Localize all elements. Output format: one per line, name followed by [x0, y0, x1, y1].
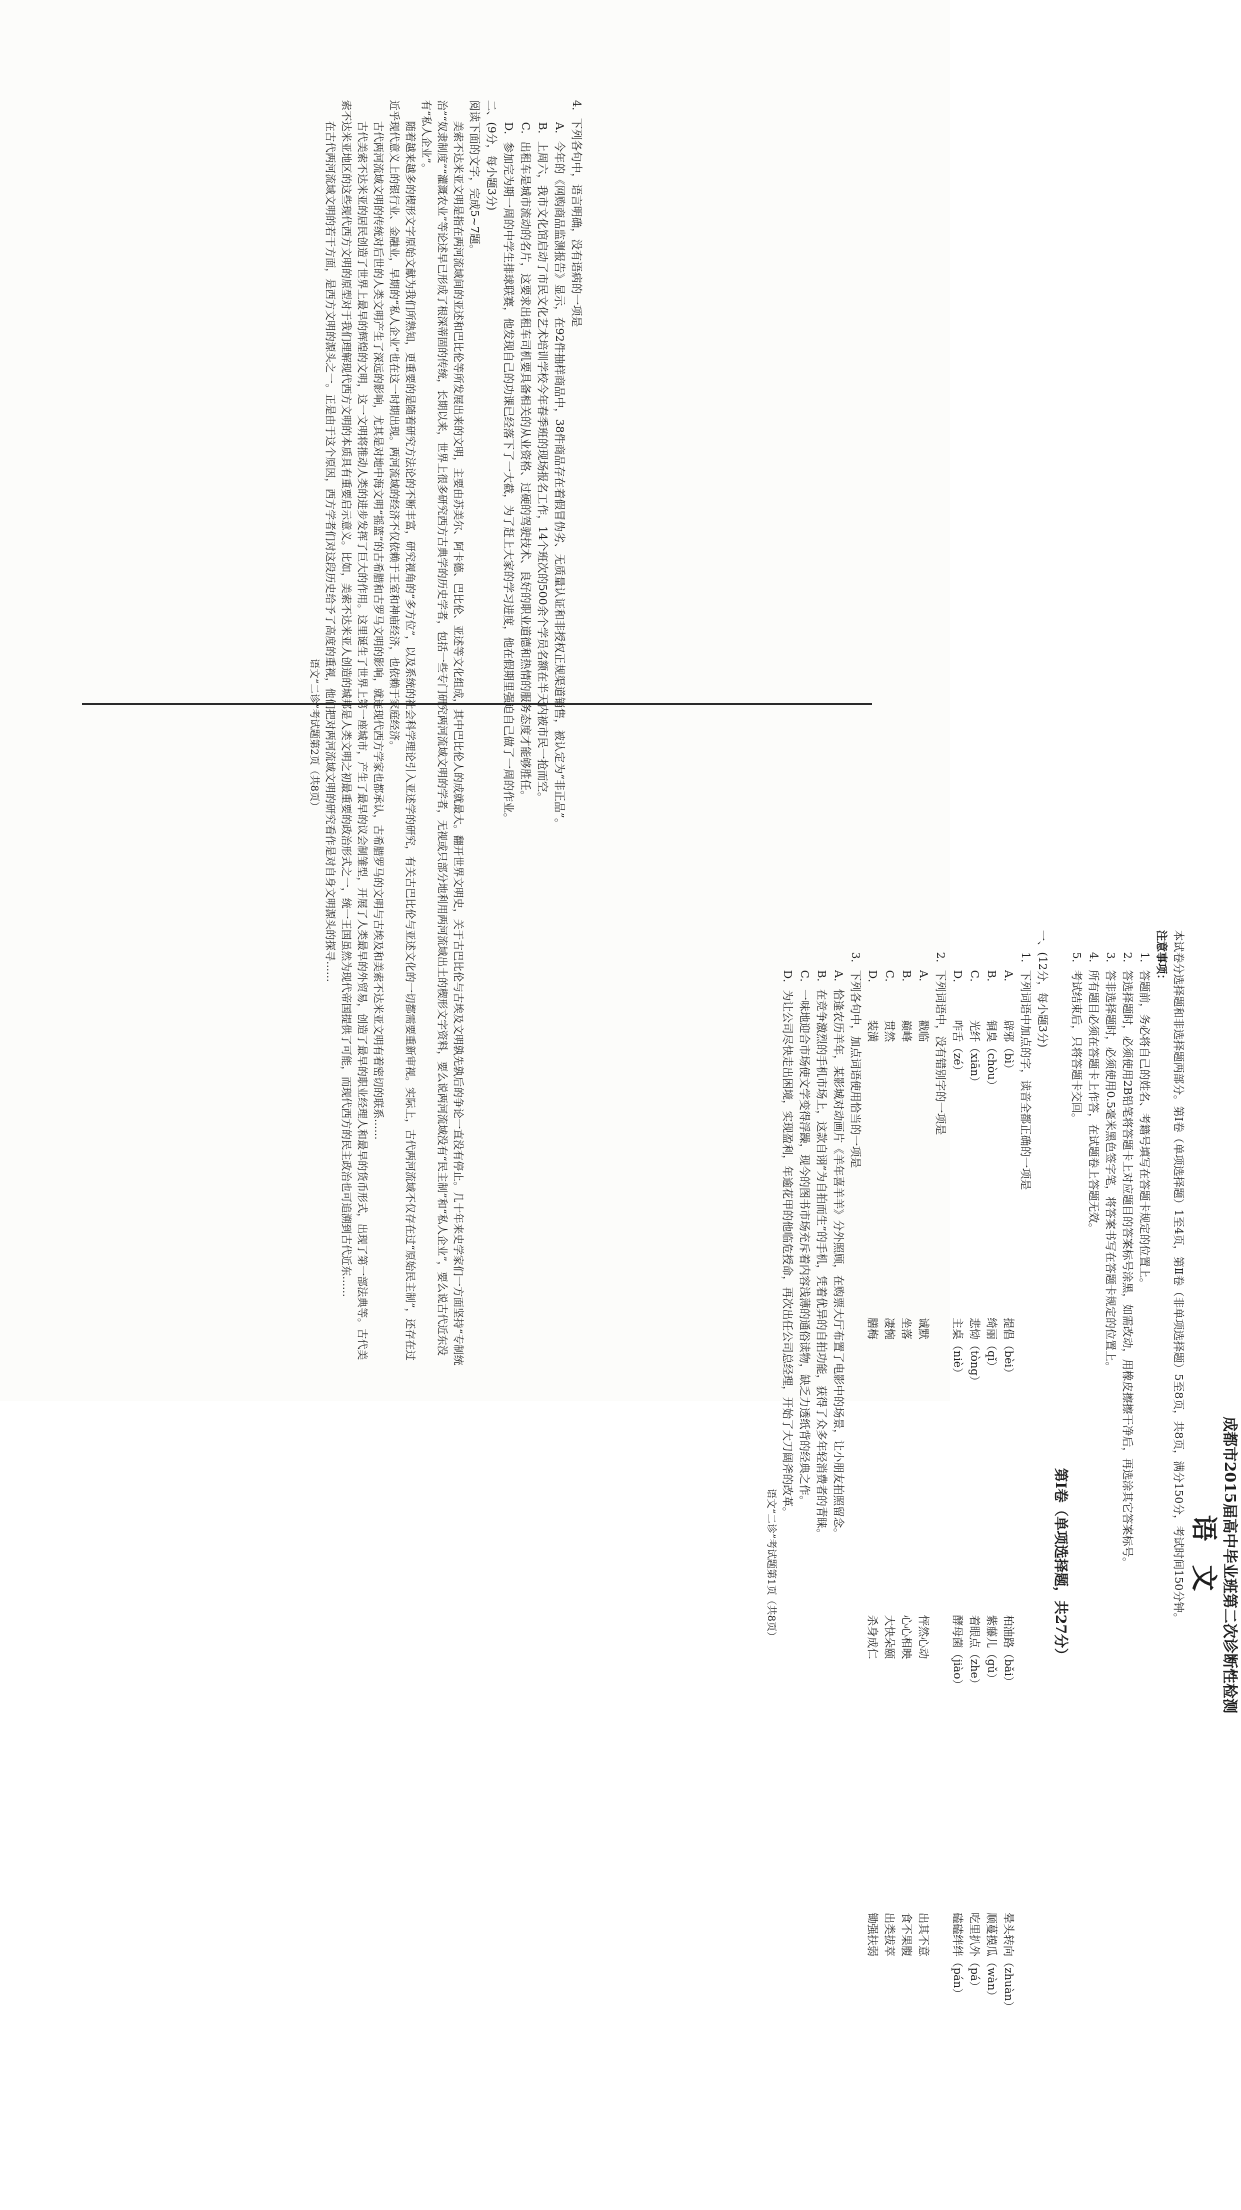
option-row [881, 970, 898, 2200]
option-letter: A． [1002, 970, 1015, 989]
option-word: 主桌（niè） [951, 1317, 964, 1379]
option-row [949, 970, 966, 2200]
question-4: 4．下列各句中，语言明确，没有语病的一项是 [570, 100, 583, 327]
question-3-option: D．为让公司尽快走出困境，实现盈利，年逾花甲的他临危授命，再次出任公司总经理，开始了大刀阔斧的改革。 [781, 970, 794, 1518]
question-3-option: C．一味地迎合市场使文学变得浮躁，现今的图书市场充斥着内容浅薄的通俗读物，缺乏力透纸背的经典之作。 [798, 970, 811, 1507]
option-word: 酵母菌（jiào） [951, 1615, 964, 1691]
option-row [1000, 970, 1017, 2200]
option-letter: C． [968, 970, 981, 990]
option-word: 柏油路（bǎi） [1002, 1615, 1015, 1688]
question-4-option: A．今年的《网购商品监测报告》显示，在92件抽样商品中，38件商品存在着假冒伪劣、无质量认证和非授权正规渠道销售，被认定为“非正品”。 [553, 122, 566, 830]
option-letter: B． [900, 970, 913, 990]
passage-paragraph: 古代美索不达米亚的居民创造了世界上最早的辉煌的文明，这一文明将推动人类的进步发挥了巨大的作用。这里诞生了世界上第一座城市，产生了最早的议会制雏型，开展了人类最早的外贸易，创造了最早的职业经理人和最早的货币形式，出现了第一部法典等。古代美索不达米亚地区的这些现代西方文明的原型对于我们理解现代西方文明的本质具有重要启示意义。比如，美索不达米亚人创造的城邦是人类文明之初最重要的政治形式之一，统一王国虽然为现代帝国提供了可能，而现代西方的民主政治也可追溯到古代近东…… [340, 100, 368, 1360]
option-word: 铜臭（chòu） [985, 1020, 998, 1091]
question-4-option: D．参加完为期一周的中学生排球联赛，他发现自己的功课已经落下了一大截，为了赶上大家的学习进度，他在假期里强迫自己做了一周的作业。 [502, 122, 515, 824]
page-1 [765, 920, 1241, 2210]
option-word: 贯然 [883, 1020, 896, 1042]
option-word: 磕磕绊绊（pán） [951, 1912, 964, 2000]
passage-paragraph: 在古代两河流域文明的若干方面，是西方文明的源头之一。正是由于这个原因，西方学者们对这段历史给予了高度的重视，他们把对两河流域文明的研究看作是对自身文明源头的探寻…… [324, 121, 336, 982]
option-word: 巅峰 [900, 1020, 913, 1042]
option-row [983, 970, 1000, 2200]
option-word: 诚默 [917, 1317, 930, 1340]
option-word: 心心相映 [900, 1615, 913, 1659]
notice-item: 2．答选择题时，必须使用2B铅笔将答题卡上对应题目的答案标号涂黑，如需改动，用橡皮擦擦干净后，再选涂其它答案标号。 [1121, 952, 1134, 1569]
option-row [966, 970, 983, 2200]
question-4-option: C．出租车是城市流动的名片，这要求出租车司机要具备相关的从业资格、过硬的驾驶技术、良好的职业道德和热情的服务态度才能够胜任。 [519, 122, 532, 802]
passage-paragraph: 随着越来越多的楔形文字原始文献为我们所熟知，更重要的是随着研究方法论的不断丰富，研究视角的“多方位”，以及系统的社会科学理论引入亚述学的研究，有关古巴比伦与亚述文化的一切都需要重新审视。实际上，古代两河流域不仅存在过“原始民主制”，还存在过近乎现代意义上的银行业、金融业，早期的“私人企业”也在这一时期出现。两河流域的经济不仅依赖于王室和神庙经济，也依赖于家庭经济。 [388, 100, 416, 1361]
option-word: 光纤（xiān） [968, 1020, 981, 1088]
part-heading: 二、(9分，每小题3分) [485, 100, 498, 211]
question-4-option: B．上周六，我市文化馆启动了市民文化艺术培训学校今年春季班的现场报名工作，14个班次的500余个学员名额在半天内被市民一抢而空。 [536, 122, 549, 804]
option-word: 辟邪（bì） [1002, 1020, 1015, 1075]
option-letter: D． [866, 970, 879, 990]
option-word: 装潢 [866, 1020, 879, 1042]
exam-title: 成都市2015届高中毕业班第二次诊断性检测 [1221, 1416, 1239, 1714]
notice-item: 5．考试结束后，只将答题卡交回。 [1070, 952, 1083, 1124]
question-3: 3．下列各句中，加点词语使用恰当的一项是 [849, 952, 862, 1168]
section-title: 第Ⅰ卷（单项选择题，共27分） [1052, 1467, 1068, 1663]
question-3-option: A．恰逢农历羊年，某影城对动画片《羊年喜羊羊》分外照顾，在购票大厅布置了电影中的场景，让小朋友拍照留念。 [832, 970, 845, 1539]
question-3-option: B．在竞争激烈的手机市场上，这款自诩“为自拍而生”的手机，凭着优异的自拍功能，获得了众多年轻消费者的青睐。 [815, 970, 828, 1540]
notice-item: 4．所有题目必须在答题卡上作答，在试题卷上答题无效。 [1087, 952, 1100, 1234]
question-1-options [949, 930, 1017, 2200]
option-word: 提倡（bèi） [1002, 1317, 1015, 1379]
intro-text: 本试卷分选择题和非选择题两部分。第Ⅰ卷（单项选择题）1至4页，第Ⅱ卷（非单项选择题）5至8页，共8页，满分150分，考试时间150分钟。 [1172, 930, 1185, 1624]
page-footer: 语文“二诊”考试题第1页（共8页） [765, 1488, 776, 1642]
page-footer: 语文“二诊”考试题第2页（共8页） [308, 658, 319, 812]
option-word: 着眼点（zhe） [968, 1615, 981, 1690]
option-row [898, 970, 915, 2200]
notice-title: 注意事项： [1155, 930, 1168, 985]
option-word: 出其不意 [917, 1912, 930, 1957]
question-1: 1．下列词语中加点的字，读音全都正确的一项是 [1019, 952, 1032, 1190]
option-word: 杀身成仁 [866, 1615, 879, 1659]
option-letter: A． [917, 970, 930, 989]
option-word: 出类拔萃 [883, 1912, 896, 1957]
option-word: 顺蔓摸瓜（wàn） [985, 1912, 998, 2002]
option-word: 绮丽（qǐ） [985, 1317, 998, 1373]
passage-paragraph: 古代两河流域文明的传统对后世的人类文明产生了深远的影响，尤其是对地中海文明“摇篮”的古希腊和古罗马文明的影响，就连现代西方学家也都承认，古希腊罗马的文明与古埃及和美索不达米亚文明有着密切的联系…… [372, 121, 384, 1140]
option-letter: C． [883, 970, 896, 990]
option-letter: D． [951, 970, 964, 990]
notice-item: 3．答非选择题时，必须使用0.5毫米黑色签字笔，将答案书写在答题卡规定的位置上。 [1104, 952, 1117, 1373]
page-2 [105, 90, 585, 1380]
option-word: 咋舌（zé） [951, 1020, 964, 1077]
option-word: 悲恸（tòng） [968, 1317, 981, 1387]
option-word: 吃里扒外（pá） [968, 1912, 981, 1993]
option-word: 膳梅 [866, 1317, 879, 1340]
option-word: 紫藤儿（gǔ） [985, 1615, 998, 1685]
question-2: 2．下列词语中，没有错别字的一项是 [934, 952, 947, 1135]
option-row [915, 970, 932, 2200]
reading-intro: 阅读下面的文字，完成5~7题。 [468, 100, 481, 256]
question-2-options [864, 930, 932, 2200]
option-word: 坐落 [900, 1317, 913, 1340]
option-row [864, 970, 881, 2200]
option-letter: B． [985, 970, 998, 990]
option-word: 怦然心动 [917, 1615, 930, 1659]
option-word: 食不果腹 [900, 1912, 913, 1957]
passage-paragraph: 美索不达米亚文明是指在两河流域间的亚述和巴比伦等所发展出来的文明，主要由苏美尔、阿卡德、巴比伦、亚述等文化组成，其中巴比伦人的成就最大。翻开世界文明史，关于古巴比伦与古埃及文明孰先孰后的争论一直没有停止。几十年来史学家们一方面坚持“专制统治”“奴隶制度”“灌溉农业”等论述早已形成了根深蒂固的传统，长期以来，世界上很多研究西方古典学的历史学者，包括一些专门研究两河流域文明的学者，无视或只部分地利用两河流域出土的楔形文字资料，要么说两河流域没有“民主制”和“私人企业”，要么说古代近东没有“私人企业”。 [420, 100, 464, 1366]
option-word: 凄惋 [883, 1317, 896, 1340]
option-word: 锄强扶弱 [866, 1912, 879, 1957]
notice-item: 1．答题前，务必将自己的姓名、考籍号填写在答题卡规定的位置上。 [1138, 952, 1151, 1289]
part-heading: 一、(12分，每小题3分) [1036, 930, 1049, 1048]
subject-title: 语文 [1188, 1514, 1218, 1615]
option-word: 晕头转向（zhuàn） [1002, 1912, 1015, 2013]
option-word: 大快朵颐 [883, 1615, 896, 1659]
option-word: 戳临 [917, 1020, 930, 1042]
